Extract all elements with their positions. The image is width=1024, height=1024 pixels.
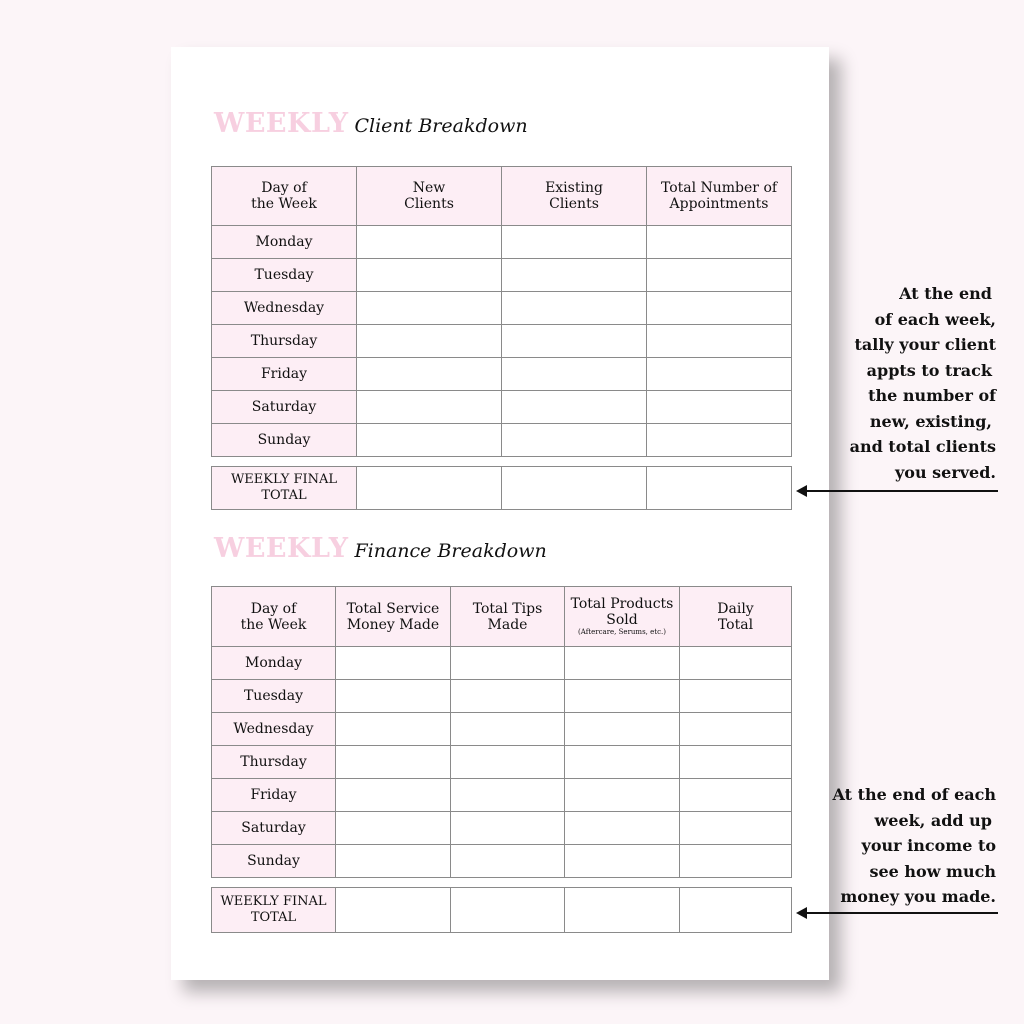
day-label: Monday — [212, 647, 336, 680]
tips-cell[interactable] — [451, 746, 565, 779]
tips-cell[interactable] — [451, 812, 565, 845]
table-row — [212, 259, 792, 292]
table-row — [212, 391, 792, 424]
existing-clients-cell[interactable] — [502, 391, 647, 424]
service-money-cell[interactable] — [336, 713, 451, 746]
weekly-total-cell[interactable] — [680, 888, 792, 933]
new-clients-cell[interactable] — [357, 325, 502, 358]
day-label: Thursday — [212, 746, 336, 779]
tips-cell[interactable] — [451, 845, 565, 878]
table-row — [212, 292, 792, 325]
finance-total-label: WEEKLY FINAL TOTAL — [212, 888, 336, 933]
total-appointments-cell[interactable] — [647, 292, 792, 325]
finance-heading — [214, 533, 547, 564]
finance-total-table — [211, 887, 792, 933]
tips-cell[interactable] — [451, 680, 565, 713]
total-appointments-cell[interactable] — [647, 259, 792, 292]
service-money-cell[interactable] — [336, 746, 451, 779]
table-row — [212, 680, 792, 713]
table-row — [212, 358, 792, 391]
day-label: Sunday — [212, 424, 357, 457]
day-label: Friday — [212, 358, 357, 391]
day-label: Saturday — [212, 812, 336, 845]
existing-clients-cell[interactable] — [502, 358, 647, 391]
finance-header-day: Day of the Week — [212, 587, 336, 647]
daily-total-cell[interactable] — [680, 680, 792, 713]
client-header-total: Total Number of Appointments — [647, 167, 792, 226]
day-label: Thursday — [212, 325, 357, 358]
tips-total-cell[interactable] — [451, 888, 565, 933]
daily-total-cell[interactable] — [680, 845, 792, 878]
table-row — [212, 845, 792, 878]
finance-note-arrow-icon — [795, 906, 1000, 920]
daily-total-cell[interactable] — [680, 812, 792, 845]
finance-header-tips: Total Tips Made — [451, 587, 565, 647]
service-money-cell[interactable] — [336, 647, 451, 680]
existing-clients-total-cell[interactable] — [502, 467, 647, 510]
new-clients-cell[interactable] — [357, 259, 502, 292]
client-note: At the end of each week, tally your client appts to track the number of new, existing, and total clients you served. — [849, 284, 996, 482]
client-note-arrow-icon — [795, 484, 1000, 498]
service-money-cell[interactable] — [336, 680, 451, 713]
table-row — [212, 325, 792, 358]
day-label: Tuesday — [212, 259, 357, 292]
table-row — [212, 812, 792, 845]
finance-table — [211, 586, 792, 878]
total-appointments-cell[interactable] — [647, 325, 792, 358]
client-heading-weekly: WEEKLY — [214, 108, 349, 139]
existing-clients-cell[interactable] — [502, 226, 647, 259]
day-label: Saturday — [212, 391, 357, 424]
finance-note: At the end of each week, add up your income to see how much money you made. — [832, 785, 996, 906]
day-label: Tuesday — [212, 680, 336, 713]
products-cell[interactable] — [565, 713, 680, 746]
client-heading-subtitle: Client Breakdown — [354, 115, 528, 137]
products-cell[interactable] — [565, 812, 680, 845]
table-row — [212, 746, 792, 779]
client-header-existing: Existing Clients — [502, 167, 647, 226]
existing-clients-cell[interactable] — [502, 259, 647, 292]
service-money-total-cell[interactable] — [336, 888, 451, 933]
new-clients-cell[interactable] — [357, 226, 502, 259]
products-cell[interactable] — [565, 647, 680, 680]
table-row — [212, 713, 792, 746]
products-total-cell[interactable] — [565, 888, 680, 933]
client-total-label: WEEKLY FINAL TOTAL — [212, 467, 357, 510]
products-note: (Aftercare, Serums, etc.) — [578, 628, 666, 636]
products-cell[interactable] — [565, 779, 680, 812]
existing-clients-cell[interactable] — [502, 292, 647, 325]
client-header-new: New Clients — [357, 167, 502, 226]
day-label: Sunday — [212, 845, 336, 878]
table-row — [212, 424, 792, 457]
day-label: Wednesday — [212, 713, 336, 746]
total-appointments-cell[interactable] — [647, 424, 792, 457]
table-row — [212, 647, 792, 680]
finance-heading-weekly: WEEKLY — [214, 533, 349, 564]
day-label: Friday — [212, 779, 336, 812]
new-clients-cell[interactable] — [357, 292, 502, 325]
finance-header-daily-total: Daily Total — [680, 587, 792, 647]
new-clients-cell[interactable] — [357, 391, 502, 424]
total-appointments-cell[interactable] — [647, 391, 792, 424]
day-label: Wednesday — [212, 292, 357, 325]
new-clients-total-cell[interactable] — [357, 467, 502, 510]
products-cell[interactable] — [565, 746, 680, 779]
table-row — [212, 779, 792, 812]
client-table — [211, 166, 792, 457]
daily-total-cell[interactable] — [680, 647, 792, 680]
daily-total-cell[interactable] — [680, 779, 792, 812]
total-appointments-cell[interactable] — [647, 226, 792, 259]
products-cell[interactable] — [565, 680, 680, 713]
tips-cell[interactable] — [451, 713, 565, 746]
service-money-cell[interactable] — [336, 845, 451, 878]
client-heading — [214, 108, 528, 139]
service-money-cell[interactable] — [336, 812, 451, 845]
appointments-total-cell[interactable] — [647, 467, 792, 510]
new-clients-cell[interactable] — [357, 424, 502, 457]
tips-cell[interactable] — [451, 779, 565, 812]
existing-clients-cell[interactable] — [502, 325, 647, 358]
client-total-table — [211, 466, 792, 510]
existing-clients-cell[interactable] — [502, 424, 647, 457]
new-clients-cell[interactable] — [357, 358, 502, 391]
service-money-cell[interactable] — [336, 779, 451, 812]
daily-total-cell[interactable] — [680, 746, 792, 779]
day-label: Monday — [212, 226, 357, 259]
total-appointments-cell[interactable] — [647, 358, 792, 391]
finance-header-service: Total Service Money Made — [336, 587, 451, 647]
products-cell[interactable] — [565, 845, 680, 878]
daily-total-cell[interactable] — [680, 713, 792, 746]
client-header-day: Day of the Week — [212, 167, 357, 226]
finance-header-products: Total Products Sold (Aftercare, Serums, etc.) — [565, 587, 680, 647]
table-row — [212, 226, 792, 259]
finance-heading-subtitle: Finance Breakdown — [354, 540, 547, 562]
tips-cell[interactable] — [451, 647, 565, 680]
